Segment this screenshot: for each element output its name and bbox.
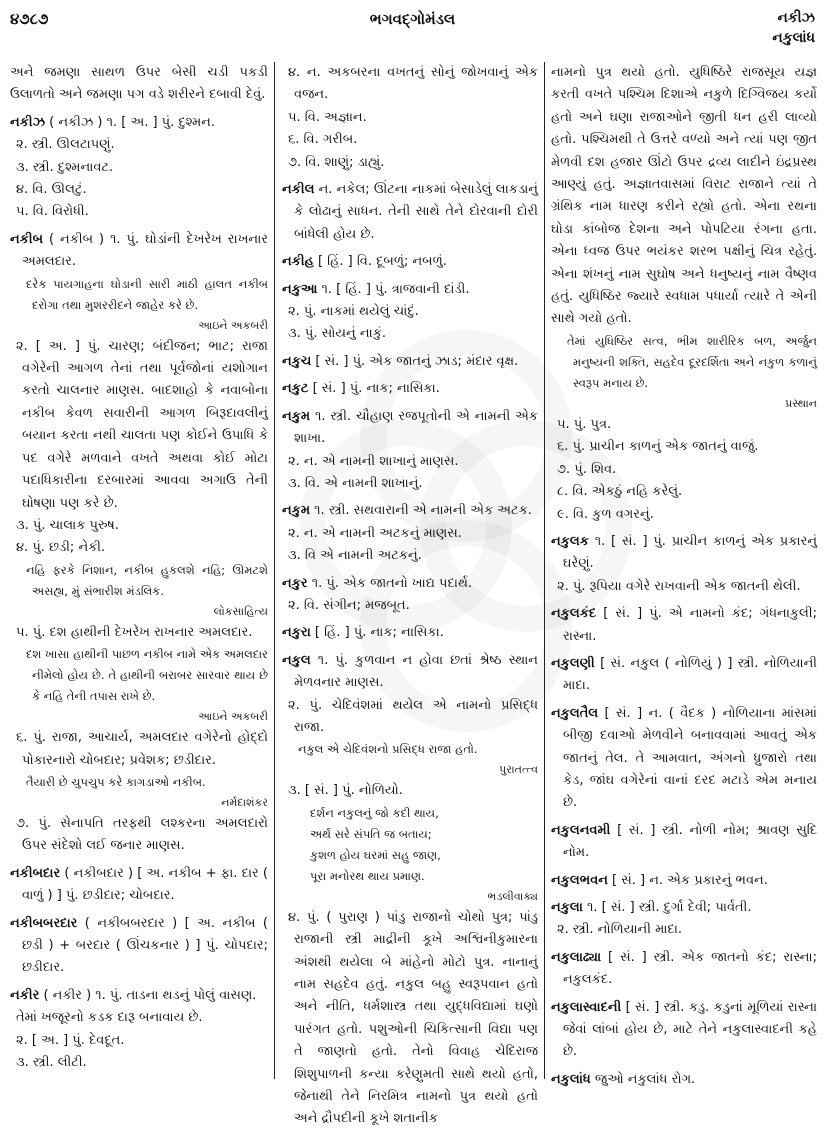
definition-text: ૪. વિ. ઊલટું. — [16, 182, 87, 198]
definition-text: નામનો પુત્ર થયો હતો. યુધિષ્ઠિરે રાજસૂય યજ્ઞ કરતી વખતે પશ્ચિમ દિશાએ નકુળે દિગ્વિજય કર્યો હતો અને ઘણા રાજાઓને જીતી ધન હરી લાવ્યો હતો. પશ્ચિમથી તે ઉત્તરે વળ્યો અને ત્યાં પણ જીત મેળવી દશ હજાર ઊંટો ઉપર દ્રવ્ય લાદીને ઇંદ્રપ્રસ્થ આણ્યું હતું. અજ્ઞાતવાસમાં વિરાટ રાજાને ત્યાં તે ગ્રંથિક નામ ધારણ કરીને રહ્યો હતો. એના રથના ઘોડા કાંબોજ દેશના અને પોપટિયા રંગના હતા. એના ધ્વજ ઉપર ભયંકર શરભ પક્ષીનું ચિત્ર રહેતું. એના શંખનું નામ સુઘોષ અને ધનુષ્યનું નામ વૈષ્ણવ હતું. યુધિષ્ઠિર જ્યારે સ્વધામ પધાર્યા ત્યારે તે એની સાથે ગયો હતો. — [551, 65, 817, 327]
page-title: ભગવદ્ગોમંડલ — [369, 10, 456, 28]
dictionary-entry — [282, 650, 538, 695]
quote-source — [10, 316, 268, 336]
entry-sense — [10, 134, 268, 156]
headword: નકુલક — [551, 533, 589, 549]
definition-text: ૨. પું. ચેદિવંશમાં થયેલ એ નામનો પ્રસિદ્ધ રાજા. — [288, 697, 538, 735]
entry-sense — [551, 919, 817, 941]
definition-text: પ્રસ્થાન — [785, 396, 817, 410]
entry-sense — [282, 107, 538, 129]
definition-text: ૧. સ્ત્રી. સથવારાની એ નામની એક અટક. — [310, 503, 532, 519]
definition-text: ૬. પું. પ્રાચીન કાળનું એક જાતનું વાજું. — [557, 439, 759, 455]
entry-sense — [10, 537, 268, 559]
headword: નકુર — [282, 575, 308, 591]
headword: નકીલ — [282, 182, 315, 198]
dictionary-entry — [10, 913, 268, 980]
guide-word-first: નકીઝ — [777, 10, 815, 26]
definition-text: [ સં. ] સ્ત્રી. કડુ. કડુનાં મૂળિયાં રાસ્ના જેવાં લાંબાં હોય છે, માટે તેને નકુલાસ્વાદની કહે છે. — [563, 999, 817, 1060]
dictionary-entry — [551, 531, 817, 576]
definition-text: અર્થ સરે સંપતિ જ બતાય; — [310, 826, 432, 841]
definition-text: ૪. પું. ( પુરાણ ) પાંડુ રાજાનો ચોથો પુત્ર; પાંડુ રાજાની સ્ત્રી માદ્રીની કૂખે અશ્વિનીકુમારના અંશથી થયેલા બે માંહેનો મોટો પુત્ર. નાનાનું નામ સહદેવ હતું. નકુલ બહુ સ્વરૂપવાન હતો અને નીતિ, ધર્મશાસ્ત્ર તથા યુદ્ધવિદ્યામાં ઘણો પારંગત હતો. પશુઓની ચિકિત્સાની વિદ્યા પણ તે જાણતો હતો. તેનો વિવાહ ચેદિરાજ શિશુપાળની કન્યા કરેણુમતી સાથે થયો હતો, જેનાથી તેને નિરમિત્ર નામનો પુત્ર થયો હતો અને દ્રૌપદીની કૂખે શતાનીક — [288, 909, 538, 1127]
usage-quote — [282, 739, 538, 760]
definition-text: ૨. ન. એ નામની અટકનું માણસ. — [288, 525, 462, 541]
continuation-paragraph — [10, 62, 268, 107]
definition-text: ભડલીવાક્ય — [487, 889, 538, 903]
quote-source — [551, 394, 817, 414]
definition-text: ૬. વિ. ગરીબ. — [288, 132, 358, 148]
definition-text: ૭. વિ. શાણું; ડાહ્યું. — [288, 154, 385, 170]
dictionary-entry — [282, 573, 538, 595]
definition-text: ૫. પું. દશ હાથીની દેખરેખ રાખનાર અમલદાર. — [16, 624, 253, 640]
definition-text: આઇને અકબરી — [198, 318, 268, 332]
definition-text: નહિ ફરકે નિશાન, નકીબ હુકલશે નહિ; ઊમટશે અસહ્ય, મું સંભારીશ મંડલિક. — [26, 562, 268, 598]
column-divider — [544, 62, 545, 1079]
definition-text: ૫. પું. પુત્ર. — [557, 416, 612, 432]
verse-line — [282, 845, 538, 866]
entry-sense — [10, 1030, 268, 1052]
definition-text: [ સં. ] ન. ( વૈદક ) નોળિયાના માંસમાં બીજી દવાઓ મેળવીને બનાવવામાં આવતું એક જાતનું તેલ. તે આમવાત, અંગનો ધ્રુજારો તથા કેડ, જાંઘ વગેરેનાં વાનાં દરદ મટાડે એમ મનાય છે. — [563, 705, 817, 811]
definition-text: ૩. સ્ત્રી. લીટી. — [16, 1055, 87, 1070]
definition-text: ૧. [ સં. ] સ્ત્રી. દુર્ગા દેવી; પાર્વતી. — [582, 900, 752, 915]
headword: નકુટ — [282, 381, 309, 397]
headword: નકુચ — [282, 353, 312, 369]
headword: નકીર — [10, 987, 40, 1003]
definition-text: [ સં. ] પું. નાક; નાસિકા. — [308, 381, 440, 397]
definition-text: ૨. ન. એ નામની શાખાનું માણસ. — [288, 453, 459, 469]
entry-sense — [282, 301, 538, 323]
definition-text: ૩. સ્ત્રી. દુશ્મનાવટ. — [16, 159, 114, 175]
headword: નકુલાંધ — [551, 1071, 591, 1087]
headword: નકુમ — [282, 503, 311, 519]
headword: નકુઆ — [282, 281, 318, 297]
definition-text: નર્મદાશંકર — [221, 795, 268, 809]
entry-sense — [551, 481, 817, 503]
quote-source — [10, 602, 268, 622]
entry-sense — [10, 622, 268, 644]
definition-text: ( નકીબ ) ૧. પું. ઘોડાંની દેખરેખ રાખનાર અમલદાર. — [22, 231, 268, 270]
entry-sense — [282, 907, 538, 1131]
dictionary-entry — [282, 406, 538, 451]
dictionary-entry — [10, 112, 268, 134]
definition-text: ૧. [ હિં. ] પું. ત્રાજવાની દાંડી. — [317, 281, 470, 297]
definition-text: [ હિં. ] પું. નાક; નાસિકા. — [310, 625, 444, 641]
headword: નકુલકંદ — [551, 606, 597, 622]
headword: નકુલ — [282, 652, 311, 668]
dictionary-entry — [551, 1069, 817, 1091]
entry-sense — [282, 323, 538, 345]
guide-word-last: નકુલાંધ — [772, 30, 815, 46]
definition-text: અને જમણા સાથળ ઉપર બેસી ચડી પકડી ઉલાળતો અને જમણા પગ વડે શરીરને દબાવી દેવું. — [10, 65, 268, 103]
dictionary-entry — [10, 863, 268, 908]
definition-text: ૪. ન. અકબરના વખતનું સોનું જોખવાનું એક વજન. — [288, 65, 538, 103]
headword: નકીબ — [10, 231, 44, 247]
entry-sense — [10, 157, 268, 179]
definition-text: કુશળ હોય ઘરમાં સહુ જાણ, — [310, 847, 441, 862]
entry-sense — [10, 515, 268, 537]
entry-sense — [282, 152, 538, 174]
definition-text: દશ ખાસા હાથીની પાછળ નકીબ નામે એક અમલદાર નીમેલો હોય છે. તે હાથીની બરાબર સારવાર થાય છે કે નહિ તેની તપાસ રાખે છે. — [26, 647, 268, 704]
definition-text: તેમાં યુધિષ્ઠિર સત્વ, ભીમ શારીરિક બળ, અર્જુન મનુષ્યની શક્તિ, સહદેવ દૂરદર્શિતા અને નકુળ કળાનું સ્વરૂપ મનાય છે. — [567, 333, 817, 390]
entry-sense — [282, 595, 538, 617]
entry-sense — [10, 1007, 268, 1029]
definition-text: ૬. પું. રાજા, આચાર્ય, અમલદાર વગેરેનો હોદ્દો પોકારનારો ચોબદાર; પ્રવેશક; છડીદાર. — [16, 730, 268, 768]
dictionary-entry — [282, 179, 538, 246]
definition-text: દર્શન નકુલનું જો કદી થાય, — [310, 805, 439, 820]
entry-sense — [282, 473, 538, 495]
verse-line — [282, 866, 538, 887]
definition-text: ( નકીર ) ૧. પું. તાડના થડનું પોલું વાસણ. — [39, 987, 257, 1003]
headword: નકુલભવન — [551, 872, 608, 888]
definition-text: ૪. પું. છડી; નેકી. — [16, 540, 106, 556]
definition-text: ૫. વિ. વિરોધી. — [16, 204, 89, 220]
definition-text: ૨. [ અ. ] પું. ચારણ; બંદીજન; ભાટ; રાજા વગેરેની આગળ તેનાં તથા પૂર્વજોનાં યશોગાન કરતો ચાલનાર માણસ. બાદશાહો કે નવાબોના નકીબ કેવળ સવારીની આગળ બિરૂદાવલીનું બયાન કરતા નથી ચાલતા પણ કોઈને ઉપાધિ કે પદ વગેરે મળવાને વખતે અથવા કોઈ મોટા પદાધિકારીના દરબારમાં આવવા અગાઉ તેની ઘોષણા પણ કરે છે. — [16, 338, 268, 511]
dictionary-entry — [282, 500, 538, 522]
dictionary-entry — [551, 820, 817, 865]
entry-sense — [10, 179, 268, 201]
headword: નકીઝ — [10, 114, 45, 130]
column-3 — [551, 62, 817, 1091]
definition-text: ૧. [ સં. ] પું. પ્રાચીન કાળનું એક પ્રકારનું ઘરેણું. — [563, 533, 817, 572]
dictionary-entry — [551, 653, 817, 698]
entry-sense — [551, 459, 817, 481]
usage-quote — [10, 644, 268, 707]
quote-source — [282, 760, 538, 780]
definition-text: ૩. પું. સોયનું નાકું. — [288, 326, 387, 342]
definition-text: ૨. સ્ત્રી. ઊલટાપણું. — [16, 137, 115, 153]
entry-sense — [282, 62, 538, 107]
column-1 — [10, 62, 268, 1074]
dictionary-entry — [10, 229, 268, 274]
definition-text: ૨. પું. રૂપિયા વગેરે રાખવાની એક જાતની થેલી. — [557, 578, 801, 594]
entry-sense — [10, 727, 268, 772]
definition-text: ૧. પું. એક જાતનો ખાદ્ય પદાર્થ. — [307, 575, 473, 591]
definition-text: પૂરા મનોરથ થાય પ્રમાણ. — [310, 868, 425, 883]
definition-text: [ હિં. ] વિ. દૂબળું; નબળું. — [313, 254, 447, 270]
quote-source — [10, 793, 268, 813]
definition-text: ૭. પું. શિવ. — [557, 461, 617, 477]
definition-text: ૫. વિ. અજ્ઞાન. — [288, 109, 367, 125]
continuation-paragraph — [551, 62, 817, 331]
definition-text: ૮. વિ. એકઠું નહિ કરેલું. — [557, 484, 683, 500]
definition-text: ( નકીબદાર ) [ અ. નકીબ + ફા. દાર ( વાળું ) ] પું. છડીદાર; ચોબદાર. — [22, 865, 268, 904]
entry-sense — [551, 414, 817, 436]
definition-text: ૧. સ્ત્રી. ચૌહાણ રજપૂતોની એ નામની એક શાખા. — [294, 408, 538, 447]
entry-sense — [551, 504, 817, 526]
definition-text: [ સં. ] ન. એક પ્રકારનું ભવન. — [607, 872, 768, 888]
definition-text: ૩. પું. ચાલાક પુરુષ. — [16, 517, 119, 533]
dictionary-entry — [282, 378, 538, 400]
guide-words — [772, 8, 815, 48]
definition-text: ન. નકેલ; ઊંટના નાકમાં બેસાડેલું લાકડાનું કે લોઢાનું સાધન. તેની સાથે તેને દોરવાની દોરી બાંધેલી હોય છે. — [294, 182, 538, 242]
entry-sense — [282, 545, 538, 567]
entry-sense — [282, 129, 538, 151]
definition-text: [ સં. નકુલ ( નોળિયું ) ] સ્ત્રી. નોળિયાની માદા. — [563, 655, 817, 694]
usage-quote — [10, 772, 268, 793]
dictionary-entry — [10, 985, 268, 1007]
dictionary-entry — [551, 897, 817, 919]
headword: નકીબદાર — [10, 865, 61, 881]
headword: નકુલાસ્વાદની — [551, 999, 622, 1015]
headword: નકુલતૈલ — [551, 705, 599, 721]
dictionary-entry — [551, 997, 817, 1064]
definition-text: તૈયારી છે ચુપચુપ કરે કાગડાઓ નકીબ. — [26, 774, 206, 789]
definition-text: ૨. સ્ત્રી. નોળિયાની માદા. — [557, 922, 683, 938]
dictionary-entry — [551, 870, 817, 892]
dictionary-entry — [282, 279, 538, 301]
definition-text: જુઓ નકુલાંધ રોગ. — [590, 1071, 696, 1087]
column-2 — [282, 62, 538, 1131]
definition-text: [ સં. ] સ્ત્રી. એક જાતનો કંદ; રાસ્ના; નકુલકંદ. — [563, 949, 817, 988]
definition-text: આઇને અકબરી — [198, 710, 268, 724]
definition-text: ૨. [ અ. ] પું. દેવદૂત. — [16, 1032, 125, 1048]
definition-text: ( નકીબબરદાર ) [ અ. નકીબ ( છડી ) + બરદાર ( ઊંચકનાર ) ] પું. ચોપદાર; છડીદાર. — [22, 915, 268, 976]
headword: નકુરા — [282, 625, 311, 641]
definition-text: દરેક પાયગાહના ઘોડાની સારી માઠી હાલત નકીબ દરોગા તથા મુશરરીદને જાહેર કરે છે. — [26, 276, 268, 312]
entry-sense — [551, 436, 817, 458]
verse-line — [282, 824, 538, 845]
usage-quote — [10, 274, 268, 316]
definition-text: ૨. વિ. સંગીન; મજબૂત. — [288, 597, 410, 613]
headword: નકુલનવમી — [551, 822, 611, 838]
headword: નકુમ — [282, 408, 311, 424]
definition-text: ૯. વિ. કુળ વગરનું. — [557, 506, 654, 522]
definition-text: પુરાતત્ત્વ — [499, 763, 538, 777]
dictionary-entry — [551, 603, 817, 648]
entry-sense — [10, 336, 268, 515]
dictionary-entry — [282, 351, 538, 373]
entry-sense — [282, 780, 538, 802]
definition-text: ( નકીઝ ) ૧. [ અ. ] પું. દુશ્મન. — [44, 114, 215, 130]
entry-sense — [282, 695, 538, 740]
entry-sense — [282, 523, 538, 545]
definition-text: ૭. પું. સેનાપતિ તરફથી લશ્કરના અમલદારો ઉપર સંદેશો લઈ જનાર માણસ. — [16, 815, 268, 854]
quote-source — [282, 887, 538, 907]
headword: નકીહ — [282, 254, 314, 270]
verse-line — [282, 803, 538, 824]
headword: નકુલણી — [551, 655, 595, 671]
entry-sense — [10, 1052, 268, 1074]
definition-text: [ સં. ] પું. એ નામનો કંદ; ગંધનાકુલી; રાસ્ના. — [563, 606, 817, 644]
headword: નકીબબરદાર — [10, 915, 78, 931]
definition-text: ૩. વિ. એ નામની શાખાનું. — [288, 475, 423, 491]
dictionary-entry — [551, 947, 817, 992]
entry-sense — [10, 813, 268, 858]
entry-sense — [282, 451, 538, 473]
usage-quote — [10, 560, 268, 602]
column-divider — [274, 62, 275, 1079]
definition-text: લોકસાહિત્ય — [213, 604, 268, 618]
definition-text: ૩. વિ એ નામની અટકનું. — [288, 548, 422, 564]
dictionary-entry — [282, 622, 538, 644]
usage-quote — [551, 331, 817, 394]
definition-text: તેમાં ખજૂરનો કડક દારૂ બનાવાય છે. — [16, 1010, 203, 1026]
dictionary-entry — [551, 703, 817, 815]
definition-text: [ સં. ] સ્ત્રી. નોળી નોમ; શ્રાવણ સુદિ નોમ. — [563, 822, 817, 861]
entry-sense — [551, 576, 817, 598]
page-number: ૪૭૮૭ — [10, 10, 49, 28]
definition-text: ૩. [ સં. ] પું. નોળિયો. — [288, 783, 403, 799]
dictionary-entry — [282, 251, 538, 273]
definition-text: [ સં. ] પું. એક જાતનું ઝાડ; મંદાર વૃક્ષ. — [311, 353, 519, 369]
definition-text: નકુલ એ ચેદિવંશનો પ્રસિદ્ધ રાજા હતો. — [298, 742, 478, 757]
definition-text: ૧. પું. કુળવાન ન હોવા છતાં શ્રેષ્ઠ સ્થાન મેળવનાર માણસ. — [294, 652, 538, 691]
quote-source — [10, 707, 268, 727]
entry-sense — [10, 201, 268, 223]
headword: નકુલા — [551, 900, 583, 915]
definition-text: ૨. પું. નાકમાં થયેલું ચાંદું. — [288, 304, 419, 320]
headword: નકુલાઢ્યા — [551, 949, 602, 965]
